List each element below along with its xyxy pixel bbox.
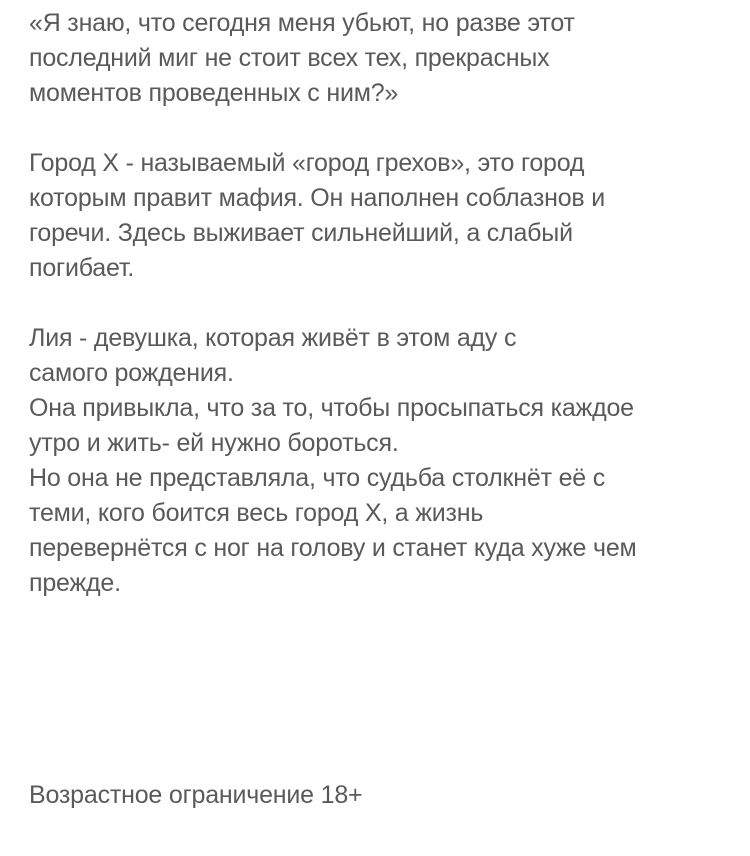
text-line: прежде.	[29, 569, 121, 597]
text-line: перевернётся с ног на голову и станет куда хуже чем	[29, 534, 637, 562]
text-line: самого рождения.	[29, 359, 234, 387]
text-line: теми, кого боится весь город Х, а жизнь	[29, 499, 484, 527]
text-line: моментов проведенных с ним?»	[29, 79, 399, 107]
city-paragraph	[29, 146, 729, 286]
quote-paragraph	[29, 6, 729, 111]
paragraph-gap	[29, 286, 729, 321]
age-rating: Возрастное ограничение 18+	[29, 781, 363, 809]
text-line: горечи. Здесь выживает сильнейший, а слабый	[29, 219, 573, 247]
text-line: Город Х - называемый «город грехов», это город	[29, 149, 585, 177]
heroine-paragraph	[29, 321, 729, 601]
text-line: Лия - девушка, которая живёт в этом аду с	[29, 324, 517, 352]
text-line: «Я знаю, что сегодня меня убьют, но разве этот	[29, 9, 575, 37]
paragraph-gap	[29, 111, 729, 146]
text-line: Но она не представляла, что судьба столкнёт её с	[29, 464, 606, 492]
text-line: утро и жить- ей нужно бороться.	[29, 429, 399, 457]
text-line: погибает.	[29, 254, 135, 282]
text-line: Она привыкла, что за то, чтобы просыпаться каждое	[29, 394, 634, 422]
book-description	[29, 6, 729, 601]
text-line: которым правит мафия. Он наполнен соблазнов и	[29, 184, 605, 212]
text-line: последний миг не стоит всех тех, прекрасных	[29, 44, 550, 72]
